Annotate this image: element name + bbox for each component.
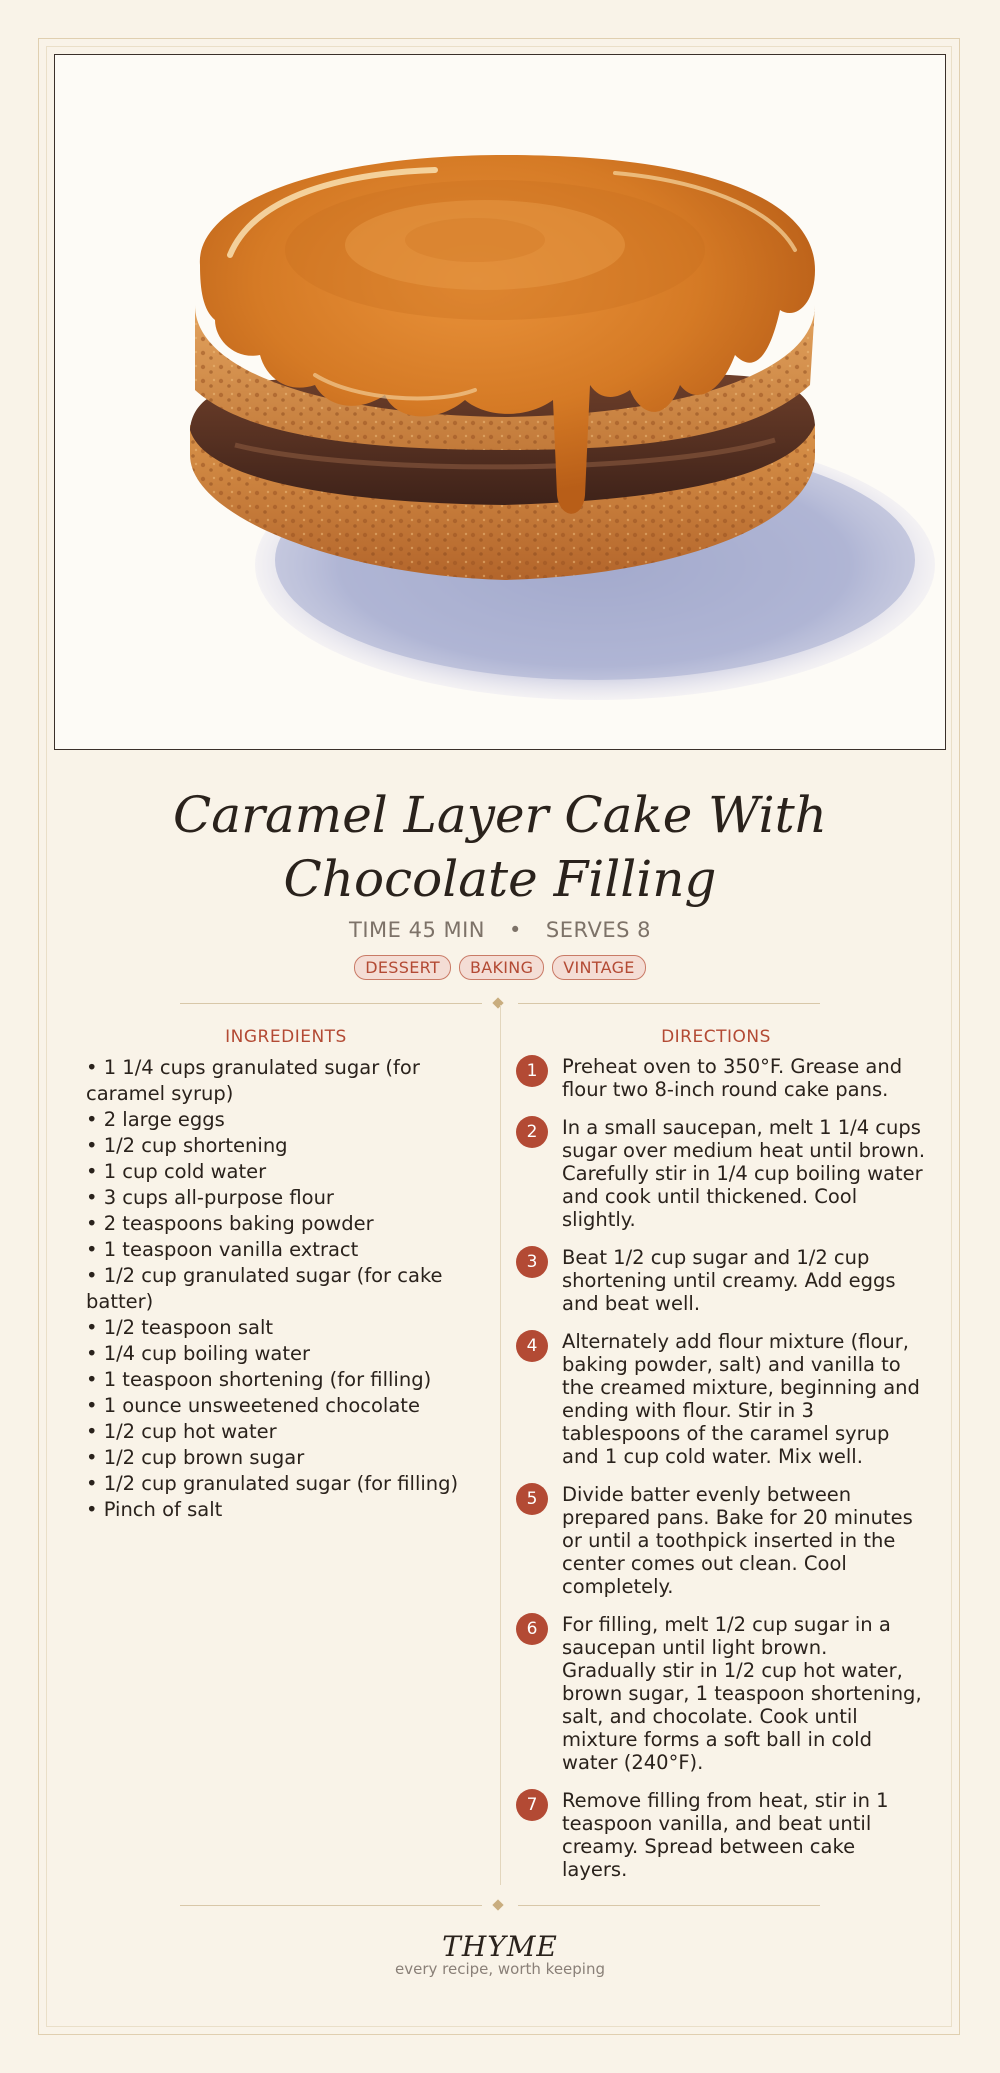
step-text: Alternately add flour mixture (flour, baking powder, salt) and vanilla to the creamed mixture, beginning and ending with flour. Stir in 3 tablespoons of the caramel syrup and 1 cup cold water. Mix well. [562,1330,920,1468]
ingredients-list [86,1055,486,1523]
meta-separator: • [509,918,522,942]
step-number-badge: 4 [516,1330,548,1362]
direction-step [516,1483,926,1598]
list-item: • 1/4 cup boiling water [86,1341,486,1367]
list-item: • Pinch of salt [86,1497,486,1523]
list-item: • 1 teaspoon vanilla extract [86,1237,486,1263]
step-number-badge: 1 [516,1055,548,1087]
step-text: Beat 1/2 cup sugar and 1/2 cup shortening until creamy. Add eggs and beat well. [562,1246,896,1315]
divider-diamond [492,1899,503,1910]
list-item: • 1/2 cup hot water [86,1419,486,1445]
list-item: • 1/2 teaspoon salt [86,1315,486,1341]
direction-step [516,1055,926,1101]
tag-baking[interactable]: BAKING [459,955,544,980]
step-number-badge: 3 [516,1246,548,1278]
servings: SERVES 8 [545,918,651,942]
tag-vintage[interactable]: VINTAGE [552,955,645,980]
step-number-badge: 7 [516,1789,548,1821]
direction-step [516,1789,926,1881]
directions-list [516,1055,926,1896]
direction-step [516,1330,926,1468]
step-text: For filling, melt 1/2 cup sugar in a saucepan until light brown. Gradually stir in 1/2 cup hot water, brown sugar, 1 teaspoon shortening, salt, and chocolate. Cook until mixture forms a soft ball in cold water (240°F). [562,1613,922,1774]
list-item: • 2 teaspoons baking powder [86,1211,486,1237]
list-item: • 1/2 cup granulated sugar (for filling) [86,1471,486,1497]
list-item: • 3 cups all-purpose flour [86,1185,486,1211]
direction-step [516,1613,926,1774]
tag-dessert[interactable]: DESSERT [354,955,451,980]
list-item: • 2 large eggs [86,1107,486,1133]
list-item: • 1 cup cold water [86,1159,486,1185]
list-item: • 1 1/4 cups granulated sugar (for caramel syrup) [86,1055,486,1107]
list-item: • 1/2 cup shortening [86,1133,486,1159]
tag-list [0,955,1000,980]
bottom-divider [180,1899,820,1913]
step-text: In a small saucepan, melt 1 1/4 cups sugar over medium heat until brown. Carefully stir in 1/4 cup boiling water and cook until thickened. Cool slightly. [562,1116,926,1231]
cake-illustration [55,55,945,749]
recipe-meta [0,918,1000,942]
column-rule [500,1005,501,1885]
step-text: Remove filling from heat, stir in 1 teaspoon vanilla, and beat until creamy. Spread between cake layers. [562,1789,889,1881]
list-item: • 1/2 cup granulated sugar (for cake batter) [86,1263,486,1315]
directions-heading: DIRECTIONS [661,1027,771,1047]
direction-step [516,1116,926,1231]
brand-logo: THYME [442,1930,558,1963]
direction-step [516,1246,926,1315]
cook-time: TIME 45 MIN [349,918,486,942]
brand-tagline: every recipe, worth keeping [394,1960,605,1978]
step-number-badge: 2 [516,1116,548,1148]
list-item: • 1 ounce unsweetened chocolate [86,1393,486,1419]
list-item: • 1 teaspoon shortening (for filling) [86,1367,486,1393]
step-number-badge: 6 [516,1613,548,1645]
list-item: • 1/2 cup brown sugar [86,1445,486,1471]
step-text: Divide batter evenly between prepared pans. Bake for 20 minutes or until a toothpick inserted in the center comes out clean. Cool completely. [562,1483,913,1598]
divider-diamond [492,997,503,1008]
recipe-title: Caramel Layer Cake With Chocolate Filling [173,786,827,908]
step-text: Preheat oven to 350°F. Grease and flour two 8-inch round cake pans. [562,1055,903,1101]
ingredients-heading: INGREDIENTS [225,1027,347,1047]
step-number-badge: 5 [516,1483,548,1515]
hero-image [54,54,946,750]
